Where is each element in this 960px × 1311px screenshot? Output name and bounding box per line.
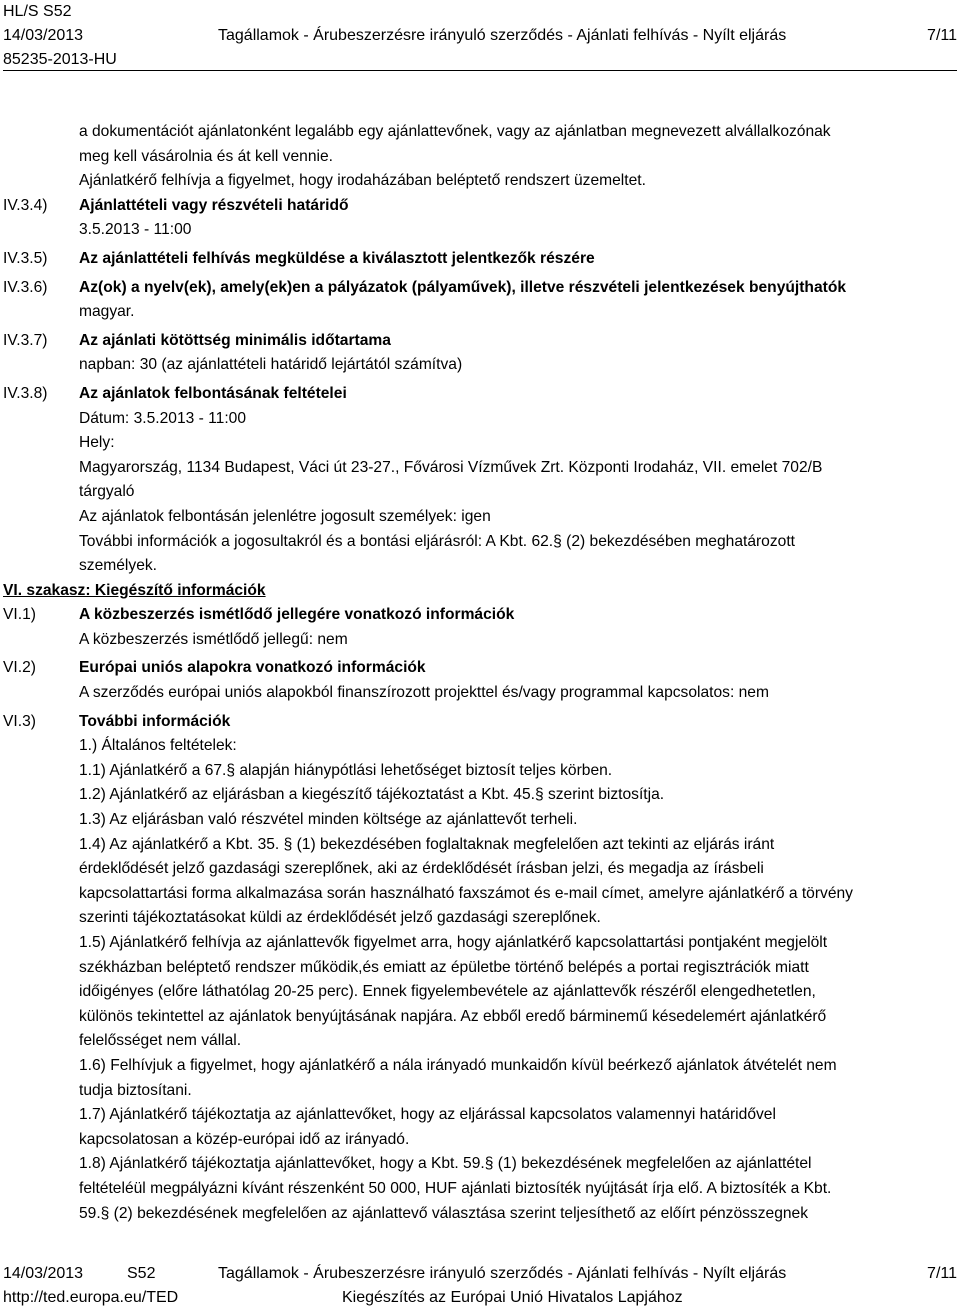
info-line: szerinti tájékoztatásokat küldi az érdeklődését jelző gazdasági szereplőnek. [79, 909, 601, 927]
place-label: Hely: [79, 434, 115, 452]
footer-url-link[interactable]: http://ted.europa.eu/TED [3, 1289, 179, 1306]
footer-date: 14/03/2013 [3, 1265, 84, 1282]
info-line: 1.8) Ajánlatkérő tájékoztatja ajánlattevőket, hogy a Kbt. 59.§ (1) bekezdésének megfelelően az ajánlattétel [79, 1155, 812, 1173]
section-number: VI.2) [3, 659, 36, 677]
section-title: Az ajánlattételi felhívás megküldése a kiválasztott jelentkezők részére [79, 249, 595, 267]
section-title: Ajánlattételi vagy részvételi határidő [79, 196, 349, 214]
section-iv-3-4 [3, 194, 957, 243]
language-value: magyar. [79, 303, 135, 321]
info-line: 1.5) Ajánlatkérő felhívja az ajánlattevők figyelmet arra, hogy ajánlatkérő kapcsolattartási pontjaként megjelölt [79, 934, 828, 951]
info-line: 1.6) Felhívjuk a figyelmet, hogy ajánlatkérő a nála irányadó munkaidőn kívül beérkező ajánlatok átvételét nem [79, 1056, 837, 1074]
additional-info: További információk a jogosultakról és a bontási eljárásról: A Kbt. 62.§ (2) bekezdésében meghatározott [79, 532, 795, 550]
page-header [3, 0, 957, 72]
place-value-cont: tárgyaló [79, 483, 135, 501]
header-date: 14/03/2013 [3, 27, 84, 44]
section-number: IV.3.4) [3, 196, 48, 214]
header-notice-id: 85235-2013-HU [3, 51, 117, 68]
header-title: Tagállamok - Árubeszerzésre irányuló szerződés - Ajánlati felhívás - Nyílt eljárás [218, 27, 787, 44]
info-line: érdeklődését jelző gazdasági szereplőnek, aki az érdeklődését írásban jelzi, és megadja az írásbeli [79, 860, 764, 878]
info-line: 1.) Általános feltételek: [79, 737, 237, 755]
info-line: 1.3) Az eljárásban való részvétel minden költsége az ajánlattevőt terheli. [79, 811, 578, 829]
info-line: tudja biztosítani. [79, 1081, 192, 1099]
opening-date: Dátum: 3.5.2013 - 11:00 [79, 409, 247, 427]
info-line: 1.1) Ajánlatkérő a 67.§ alapján hiánypótlási lehetőséget biztosít teljes körben. [79, 761, 613, 779]
validity-value: napban: 30 (az ajánlattételi határidő lejártától számítva) [79, 356, 463, 374]
eu-funds-value: A szerződés európai uniós alapokból finanszírozott projekttel és/vagy programmal kapcsolatos: nem [79, 684, 769, 702]
place-value: Magyarország, 1134 Budapest, Váci út 23-27., Fővárosi Vízművek Zrt. Központi Irodaház, VII. emelet 702/B [79, 458, 823, 476]
info-line: 59.§ (2) bekezdésének megfelelően az ajánlattevő választása szerint teljesíthető az előírt pénzösszegnek [79, 1204, 809, 1222]
recurrence-value: A közbeszerzés ismétlődő jellegű: nem [79, 630, 348, 648]
section-number: IV.3.5) [3, 249, 48, 267]
section-title: Európai uniós alapokra vonatkozó információk [79, 659, 426, 677]
section-vi-heading: VI. szakasz: Kiegészítő információk [3, 581, 266, 599]
page-footer [3, 1262, 957, 1310]
intro-paragraph: a dokumentációt ajánlatonként legalább egy ajánlattevőnek, vagy az ajánlatban megnevezett alvállalkozónak meg kell vásárolnia és át kell vennie. Ajánlatkérő felhívja a figyelmet, hogy irodaházában beléptető rendszert üzemeltet. [79, 123, 831, 190]
section-vi-3 [3, 710, 957, 1226]
section-number: IV.3.6) [3, 278, 48, 296]
info-line: 1.7) Ajánlatkérő tájékoztatja az ajánlattevőket, hogy az eljárással kapcsolatos valamennyi határidővel [79, 1106, 776, 1124]
footer-title: Tagállamok - Árubeszerzésre irányuló szerződés - Ajánlati felhívás - Nyílt eljárás [218, 1265, 787, 1282]
section-title: Az(ok) a nyelv(ek), amely(ek)en a pályázatok (pályaművek), illetve részvételi jelentkezések benyújthatók [79, 278, 847, 296]
section-iv-3-5 [3, 247, 957, 272]
info-line: különös tekintettel az ajánlatok benyújtásának napjára. Az ebből eredő bárminemű késedelemért ajánlatkérő [79, 1007, 827, 1025]
info-line: feltételéül megpályázni kívánt részenként 50 000, HUF ajánlati biztosíték nyújtását írja elő. A biztosíték a Kbt. [79, 1179, 832, 1197]
info-line: székházban beléptető rendszer működik,és emiatt az épületbe történő belépés a portai regisztrációk miatt [79, 958, 809, 976]
additional-info-cont: személyek. [79, 557, 157, 575]
info-line: 1.2) Ajánlatkérő az eljárásban a kiegészítő tájékoztatást a Kbt. 45.§ szerint biztosítja. [79, 786, 665, 804]
section-vi-1 [3, 603, 957, 652]
info-line: kapcsolattartási forma alkalmazása során használható faxszámot és e-mail címet, amelyre ajánlatkérő a törvény [79, 884, 853, 902]
section-iv-3-8 [3, 382, 957, 579]
info-line: kapcsolatosan a közép-európai idő az irányadó. [79, 1130, 410, 1148]
header-code: HL/S S52 [3, 3, 72, 20]
section-title: A közbeszerzés ismétlődő jellegére vonatkozó információk [79, 606, 515, 624]
section-title: További információk [79, 712, 231, 730]
section-number: VI.1) [3, 606, 36, 624]
section-number: IV.3.7) [3, 331, 48, 349]
header-divider [3, 70, 957, 71]
section-number: VI.3) [3, 712, 36, 730]
info-line: 1.4) Az ajánlatkérő a Kbt. 35. § (1) bekezdésében foglaltaknak megfelelően azt tekinti az eljárás iránt [79, 835, 775, 853]
footer-publisher: Kiegészítés az Európai Unió Hivatalos Lapjához [342, 1289, 683, 1306]
section-title: Az ajánlati kötöttség minimális időtartama [79, 331, 391, 349]
section-iv-3-6 [3, 276, 957, 325]
section-number: IV.3.8) [3, 384, 48, 402]
section-iv-3-7 [3, 329, 957, 378]
info-line: felelősséget nem vállal. [79, 1032, 242, 1050]
document-body [3, 120, 957, 1226]
section-vi-2 [3, 656, 957, 705]
info-line: időigényes (előre láthatólag 20-25 perc). Ennek figyelembevétele az ajánlattevők részéről elengedhetetlen, [79, 983, 816, 1001]
section-title: Az ajánlatok felbontásának feltételei [79, 384, 347, 402]
footer-page-number: 7/11 [927, 1265, 957, 1282]
header-page-number: 7/11 [927, 27, 957, 44]
persons-allowed: Az ajánlatok felbontásán jelenlétre jogosult személyek: igen [79, 507, 491, 525]
deadline-value: 3.5.2013 - 11:00 [79, 221, 192, 239]
footer-code: S52 [127, 1265, 156, 1282]
